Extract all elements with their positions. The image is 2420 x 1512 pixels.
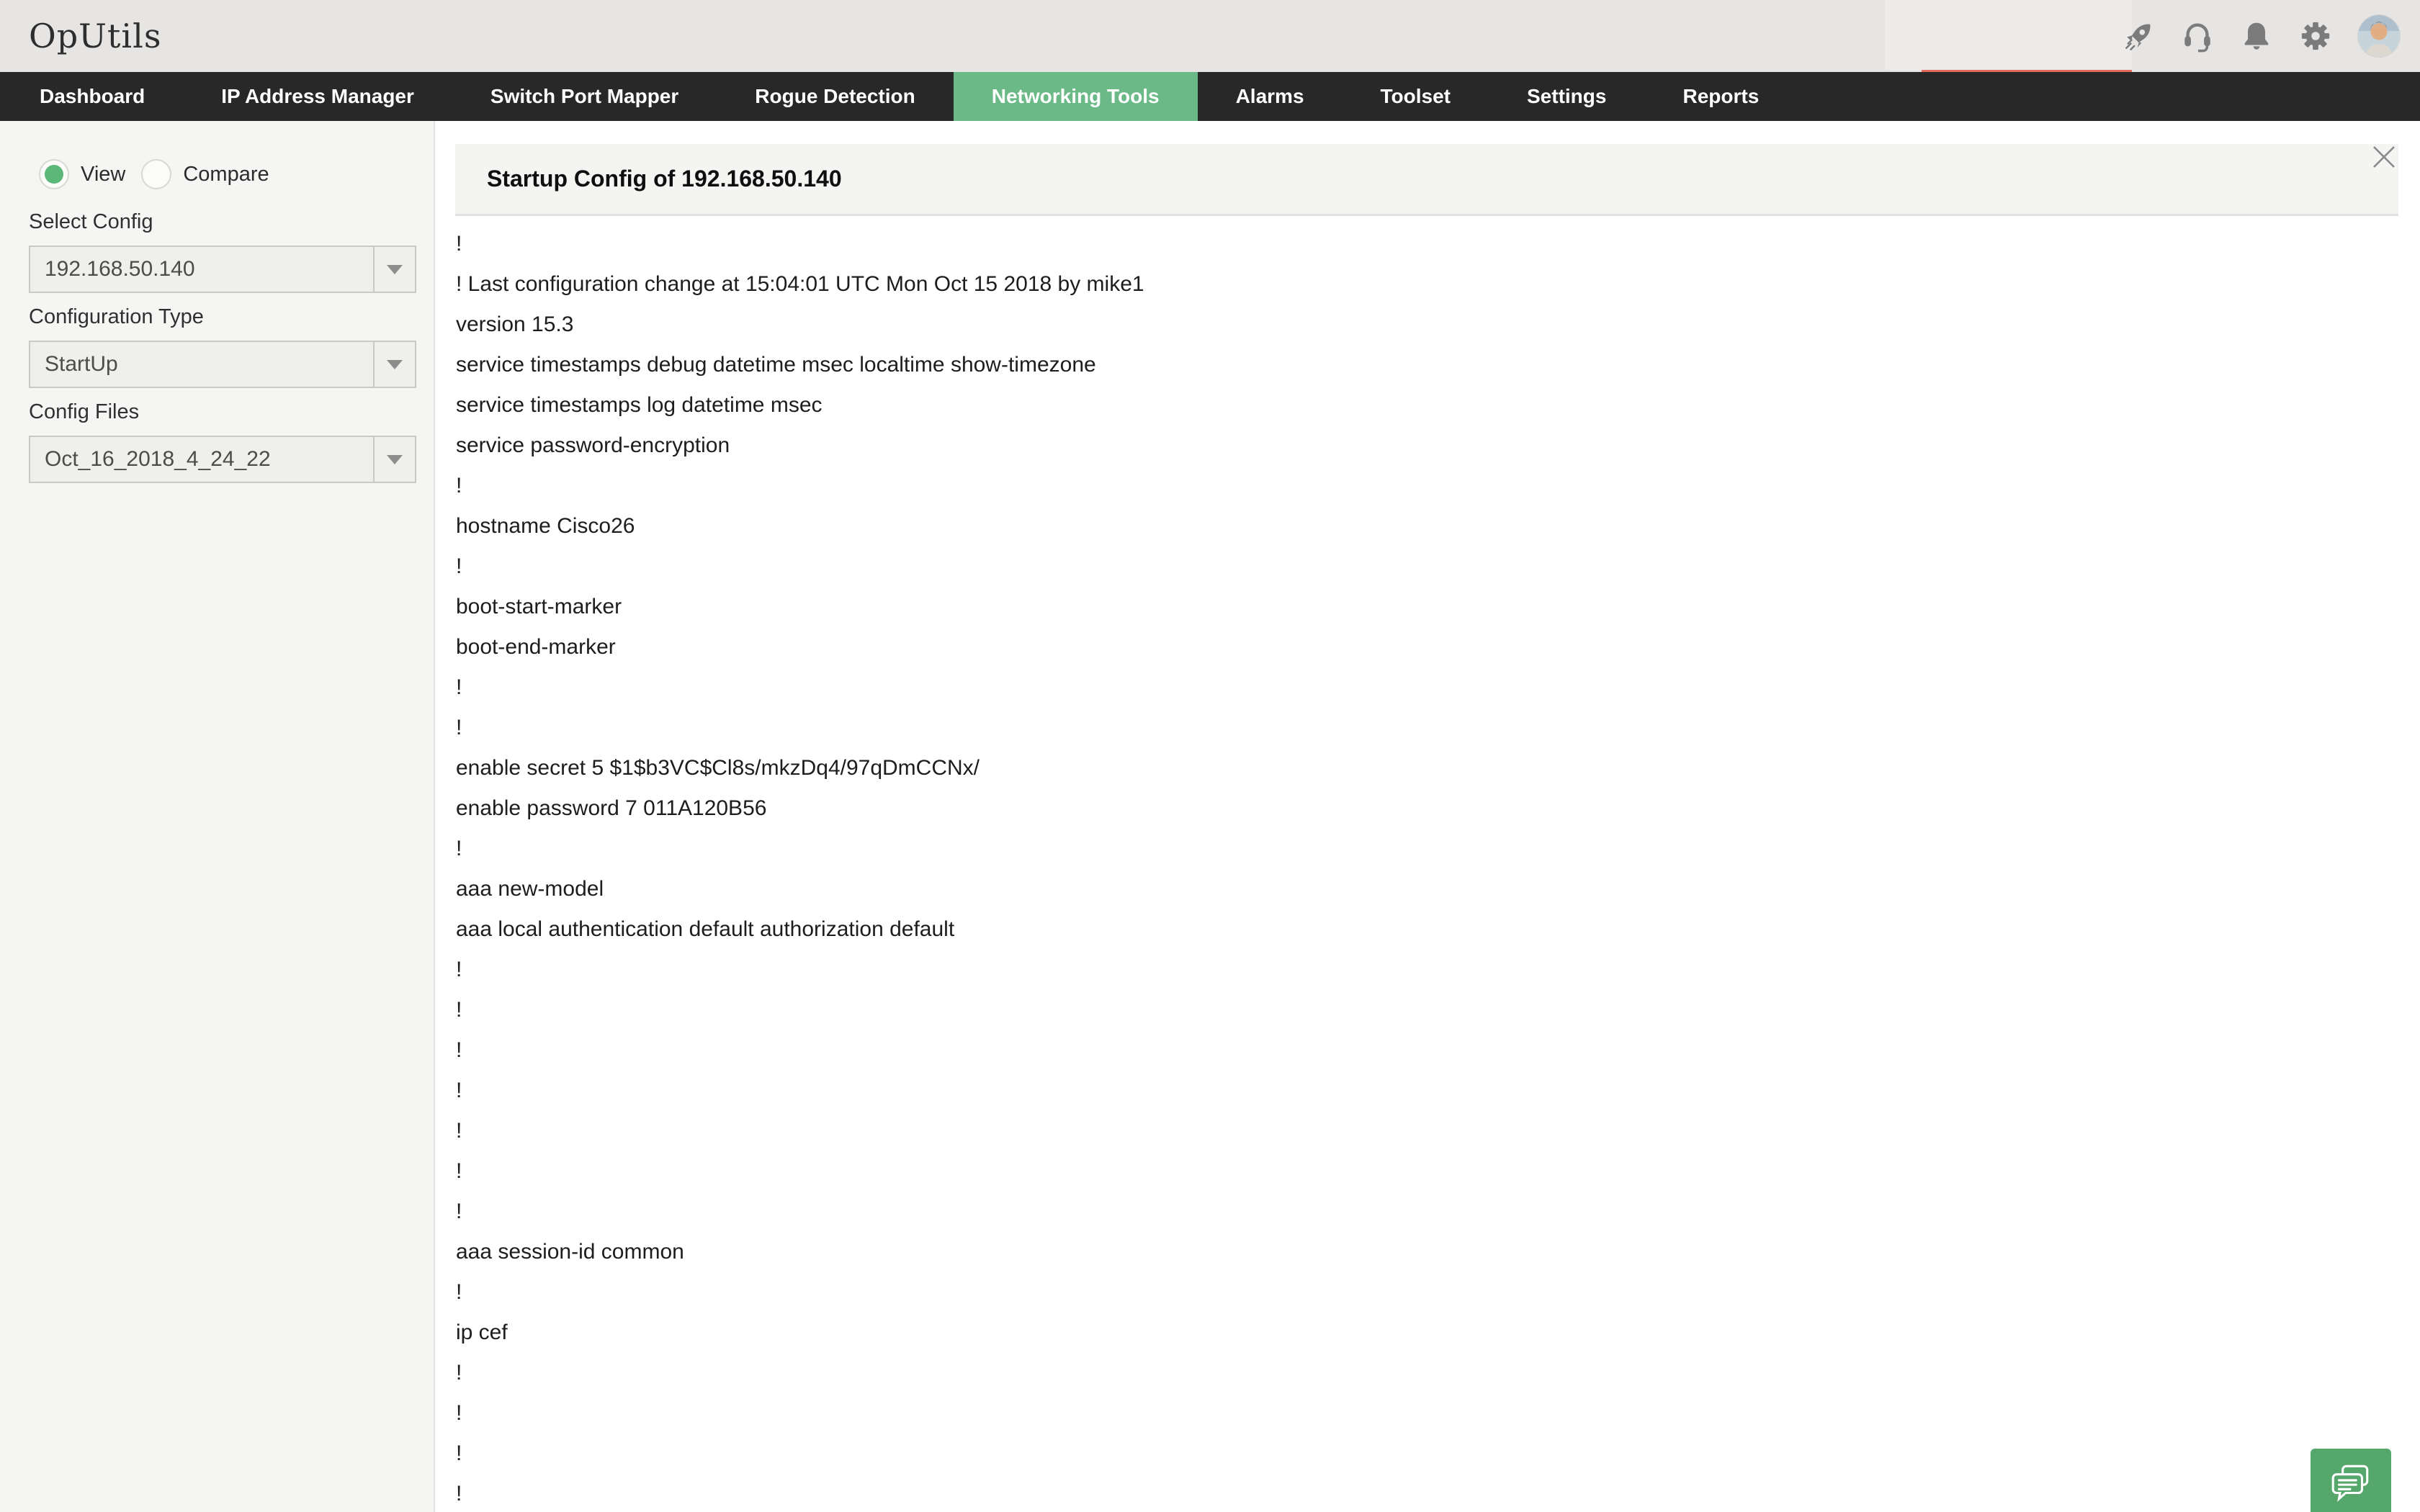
- notifications-bell-icon[interactable]: [2240, 19, 2273, 53]
- chevron-down-icon: [387, 455, 403, 464]
- chevron-down-icon: [387, 360, 403, 369]
- main-navigation: [0, 72, 2420, 121]
- radio-compare[interactable]: [141, 159, 269, 189]
- config-line: enable secret 5 $1$b3VC$Cl8s/mkzDq4/97qDmCCNx/: [456, 756, 980, 780]
- config-line: !: [456, 998, 462, 1022]
- view-mode-radio-group: [39, 159, 269, 189]
- panel-header: [455, 144, 2398, 216]
- config-line: aaa new-model: [456, 877, 604, 901]
- configuration-type-arrow-box[interactable]: [373, 342, 415, 387]
- chevron-down-icon: [387, 265, 403, 274]
- config-line: !: [456, 1200, 462, 1223]
- radio-view[interactable]: [39, 159, 125, 189]
- radio-compare-label: Compare: [183, 162, 269, 186]
- config-line: boot-start-marker: [456, 595, 622, 618]
- tab-rogue-detection[interactable]: Rogue Detection: [755, 85, 915, 107]
- tab-alarms[interactable]: Alarms: [1235, 85, 1304, 107]
- tab-toolset[interactable]: Toolset: [1380, 85, 1451, 107]
- select-config-label: Select Config: [29, 210, 153, 233]
- config-line: service password-encryption: [456, 433, 730, 457]
- rocket-icon[interactable]: [2122, 19, 2155, 53]
- config-sidebar: [0, 121, 435, 1512]
- tab-ip-address-manager[interactable]: IP Address Manager: [221, 85, 414, 107]
- chat-bubbles-icon: [2329, 1459, 2373, 1504]
- config-line: hostname Cisco26: [456, 514, 635, 538]
- app-logo: OpUtils: [29, 17, 162, 55]
- topbar-icon-group: [2122, 0, 2400, 72]
- config-files-group: [29, 400, 416, 483]
- config-files-dropdown[interactable]: [29, 436, 416, 483]
- select-config-group: [29, 210, 416, 293]
- config-line: aaa local authentication default authorization default: [456, 917, 955, 941]
- select-config-arrow-box[interactable]: [373, 247, 415, 292]
- support-headset-icon[interactable]: [2181, 19, 2214, 53]
- config-line: !: [456, 1038, 462, 1062]
- config-line: !: [456, 1361, 462, 1385]
- config-line: !: [456, 1159, 462, 1183]
- config-text-view[interactable]: [456, 218, 2393, 1512]
- close-button[interactable]: [2368, 141, 2400, 173]
- config-line: !: [456, 474, 462, 498]
- config-line: !: [456, 1119, 462, 1143]
- config-line: !: [456, 1280, 462, 1304]
- config-line: !: [456, 1401, 462, 1425]
- config-line: version 15.3: [456, 312, 574, 336]
- config-files-value: Oct_16_2018_4_24_22: [45, 447, 271, 471]
- config-line: service timestamps log datetime msec: [456, 393, 823, 417]
- config-line: ! Last configuration change at 15:04:01 UTC Mon Oct 15 2018 by mike1: [456, 272, 1144, 296]
- configuration-type-group: [29, 305, 416, 388]
- panel-title: Startup Config of 192.168.50.140: [487, 166, 842, 192]
- config-line: !: [456, 1079, 462, 1102]
- configuration-type-label: Configuration Type: [29, 305, 204, 328]
- config-line: !: [456, 958, 462, 981]
- radio-view-label: View: [81, 162, 126, 186]
- tab-reports[interactable]: Reports: [1682, 85, 1760, 107]
- top-header-bar: [0, 0, 2420, 72]
- configuration-type-value: StartUp: [45, 352, 118, 376]
- config-line: !: [456, 716, 462, 739]
- configuration-type-dropdown[interactable]: [29, 341, 416, 388]
- search-input[interactable]: [1885, 0, 2132, 70]
- config-line: !: [456, 1441, 462, 1465]
- radio-compare-circle: [141, 159, 171, 189]
- user-avatar[interactable]: [2358, 15, 2400, 57]
- tab-switch-port-mapper[interactable]: Switch Port Mapper: [490, 85, 679, 107]
- config-line: aaa session-id common: [456, 1240, 684, 1264]
- config-viewer-panel: [435, 121, 2420, 1512]
- config-line: !: [456, 675, 462, 699]
- config-line: enable password 7 011A120B56: [456, 796, 767, 820]
- config-line: boot-end-marker: [456, 635, 616, 659]
- config-line: !: [456, 554, 462, 578]
- config-line: service timestamps debug datetime msec localtime show-timezone: [456, 353, 1096, 377]
- config-line: !: [456, 1482, 462, 1506]
- config-files-label: Config Files: [29, 400, 140, 423]
- close-icon: [2370, 143, 2398, 171]
- live-chat-button[interactable]: [2311, 1449, 2391, 1512]
- config-line: !: [456, 232, 462, 256]
- select-config-value: 192.168.50.140: [45, 257, 195, 281]
- settings-gear-icon[interactable]: [2299, 19, 2332, 53]
- config-line: ip cef: [456, 1320, 508, 1344]
- radio-view-circle: [39, 159, 69, 189]
- tab-settings[interactable]: Settings: [1527, 85, 1607, 107]
- config-line: !: [456, 837, 462, 860]
- select-config-dropdown[interactable]: [29, 246, 416, 293]
- config-files-arrow-box[interactable]: [373, 437, 415, 482]
- tab-dashboard[interactable]: Dashboard: [40, 85, 145, 107]
- tab-networking-tools[interactable]: Networking Tools: [954, 72, 1198, 121]
